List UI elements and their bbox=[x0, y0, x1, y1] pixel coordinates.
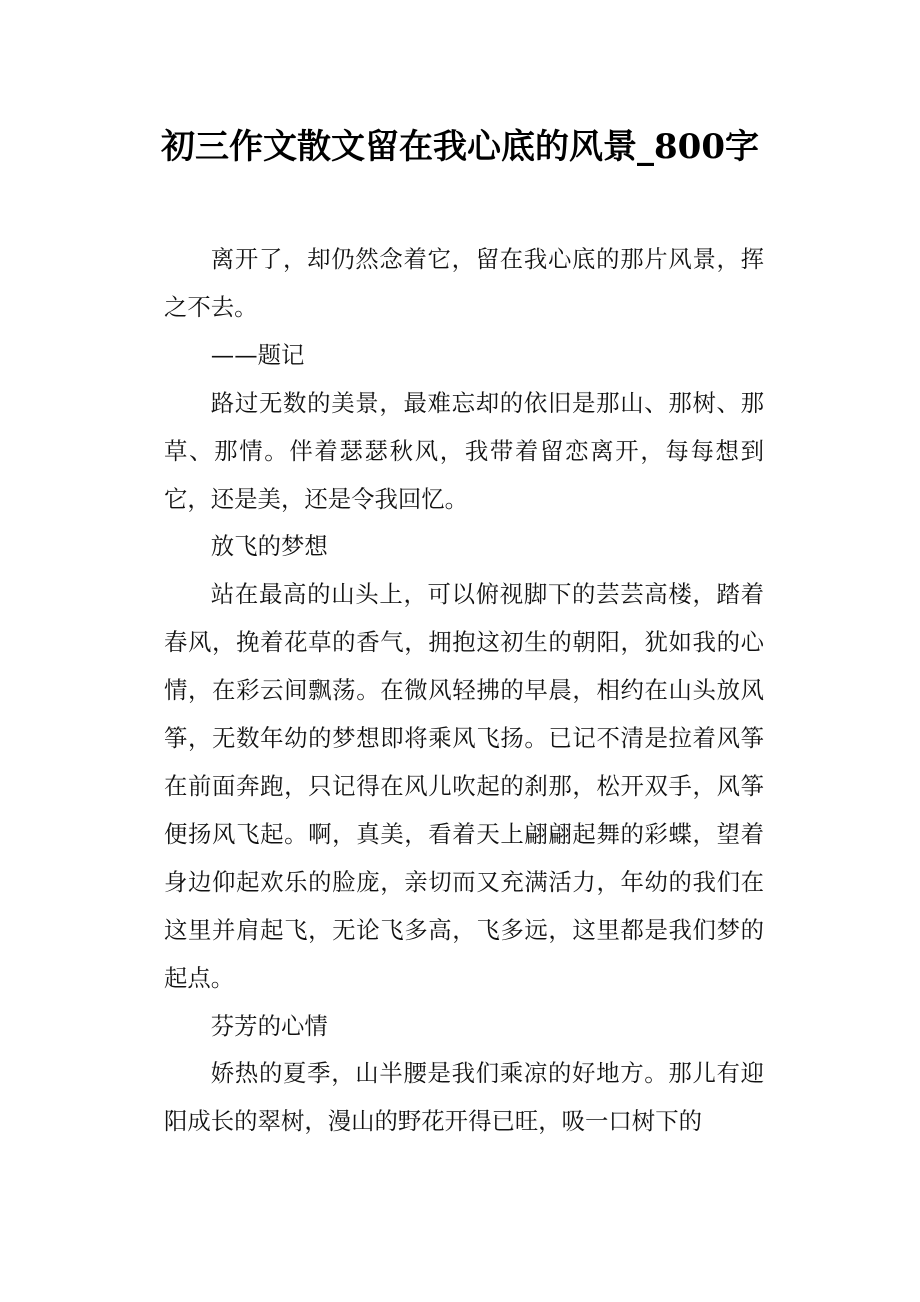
paragraph-dream: 站在最高的山头上，可以俯视脚下的芸芸高楼，踏着春风，挽着花草的香气，拥抱这初生的朝阳，犹如我的心情，在彩云间飘荡。在微风轻拂的早晨，相约在山头放风筝，无数年幼的梦想即将乘风飞扬。已记不清是拉着风筝在前面奔跑，只记得在风儿吹起的刹那，松开双手，风筝便扬风飞起。啊，真美，看着天上翩翩起舞的彩蝶，望着身边仰起欢乐的脸庞，亲切而又充满活力，年幼的我们在这里并肩起飞，无论飞多高，飞多远，这里都是我们梦的起点。 bbox=[164, 580, 764, 992]
paragraph-epigraph-note: ——题记 bbox=[210, 340, 305, 369]
paragraph-intro: 路过无数的美景，最难忘却的依旧是那山、那树、那草、那情。伴着瑟瑟秋风，我带着留恋离开，每每想到它，还是美，还是令我回忆。 bbox=[164, 388, 764, 513]
paragraph-summer: 娇热的夏季，山半腰是我们乘凉的好地方。那儿有迎阳成长的翠树，漫山的野花开得已旺，吸一口树下的 bbox=[164, 1059, 764, 1136]
document-body bbox=[164, 236, 764, 1146]
document-title: 初三作文散文留在我心底的风景_800字 bbox=[161, 127, 759, 167]
paragraph-preface: 离开了，却仍然念着它，留在我心底的那片风景，挥之不去。 bbox=[164, 245, 764, 321]
section-heading-dream: 放飞的梦想 bbox=[210, 532, 328, 561]
section-heading-mood: 芬芳的心情 bbox=[210, 1011, 328, 1040]
